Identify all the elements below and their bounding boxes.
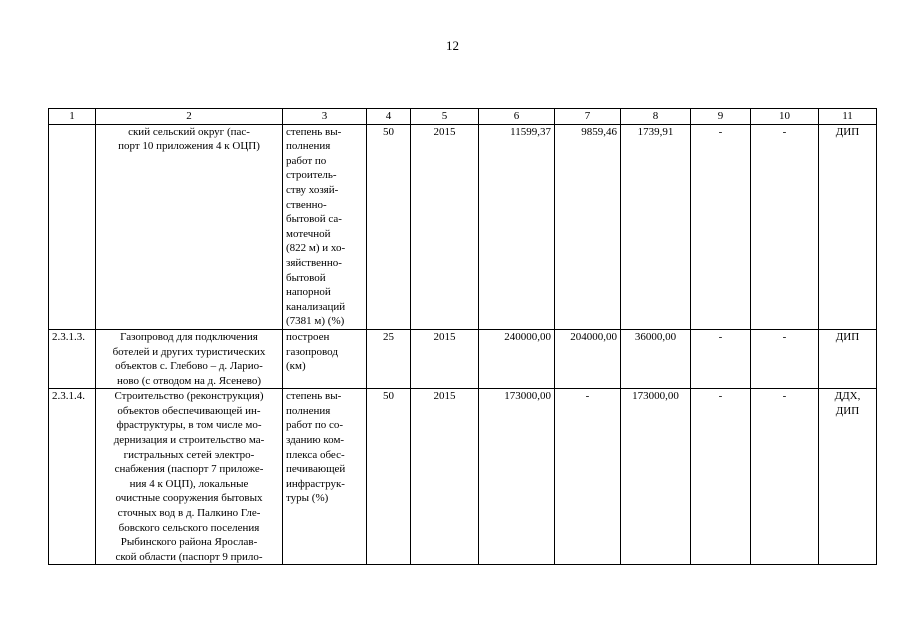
year: 2015 [411, 389, 479, 565]
col-header-9: 9 [691, 109, 751, 125]
indicator-value: 50 [367, 124, 411, 329]
activity-name: Строительство (реконструкция) объектов обеспечивающей ин- фраструктуры, в том числе мо- дернизация и строительство ма- гистральных сетей электро- снабжения (паспорт 7 приложе- ния 4 к ОЦП), локальные очистные сооружения бытовых сточных вод в д. Палкино Гле- бовского сельского поселения Рыбинского района Ярослав- ской области (паспорт 9 прило- [96, 389, 283, 565]
amount-col-8: 1739,91 [621, 124, 691, 329]
executor: ДИП [819, 329, 877, 388]
col-header-7: 7 [555, 109, 621, 125]
indicator-value: 50 [367, 389, 411, 565]
total-amount: 11599,37 [479, 124, 555, 329]
amount-col-10: - [751, 124, 819, 329]
col-header-5: 5 [411, 109, 479, 125]
activity-name: Газопровод для подключения ботелей и других туристических объектов с. Глебово – д. Ларио- ново (с отводом на д. Ясенево) [96, 329, 283, 388]
col-header-6: 6 [479, 109, 555, 125]
amount-col-10: - [751, 389, 819, 565]
amount-col-7: - [555, 389, 621, 565]
col-header-3: 3 [283, 109, 367, 125]
amount-col-9: - [691, 389, 751, 565]
table-row [49, 329, 877, 388]
executor: ДИП [819, 124, 877, 329]
table-row [49, 124, 877, 329]
year: 2015 [411, 329, 479, 388]
indicator: построен газопровод (км) [283, 329, 367, 388]
amount-col-10: - [751, 329, 819, 388]
year: 2015 [411, 124, 479, 329]
amount-col-8: 36000,00 [621, 329, 691, 388]
row-number [49, 124, 96, 329]
total-amount: 240000,00 [479, 329, 555, 388]
amount-col-7: 204000,00 [555, 329, 621, 388]
indicator-value: 25 [367, 329, 411, 388]
activity-name: ский сельский округ (пас- порт 10 приложения 4 к ОЦП) [96, 124, 283, 329]
row-number: 2.3.1.3. [49, 329, 96, 388]
col-header-8: 8 [621, 109, 691, 125]
indicator: степень вы- полнения работ по строитель- ству хозяй- ственно- бытовой са- мотечной (822 м) и хо- зяйственно- бытовой напорной канализаций (7381 м) (%) [283, 124, 367, 329]
executor: ДДХ, ДИП [819, 389, 877, 565]
indicator: степень вы- полнения работ по со- зданию ком- плекса обес- печивающей инфраструк- туры (%) [283, 389, 367, 565]
table-header-row [49, 109, 877, 125]
page-number: 12 [446, 38, 459, 53]
col-header-11: 11 [819, 109, 877, 125]
amount-col-8: 173000,00 [621, 389, 691, 565]
table-row [49, 389, 877, 565]
col-header-4: 4 [367, 109, 411, 125]
row-number: 2.3.1.4. [49, 389, 96, 565]
program-table [48, 108, 877, 565]
total-amount: 173000,00 [479, 389, 555, 565]
amount-col-7: 9859,46 [555, 124, 621, 329]
col-header-2: 2 [96, 109, 283, 125]
amount-col-9: - [691, 124, 751, 329]
col-header-1: 1 [49, 109, 96, 125]
col-header-10: 10 [751, 109, 819, 125]
amount-col-9: - [691, 329, 751, 388]
